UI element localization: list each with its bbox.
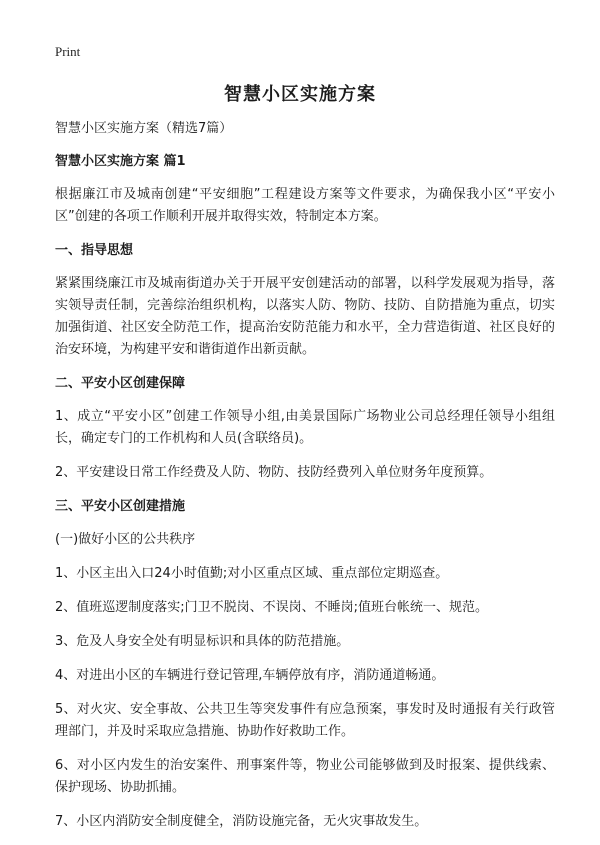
list-item: 3、危及人身安全处有明显标识和具体的防范措施。	[55, 634, 350, 649]
list-item: 4、对进出小区的车辆进行登记管理,车辆停放有序，消防通道畅通。	[55, 668, 445, 683]
section-heading: 二、平安小区创建保障	[55, 376, 186, 391]
list-item: 2、值班巡逻制度落实;门卫不脱岗、不误岗、不睡岗;值班台帐统一、规范。	[55, 600, 489, 615]
section-paragraph: 紧紧围绕廉江市及城南街道办关于开展平安创建活动的部署，以科学发展观为指导，落实领导责任制，完善综治组织机构，以落实人防、物防、技防、自防措施为重点，切实加强街道、社区安全防范工作，提高治安防范能力和水平，全力营造街道、社区良好的治安环境，为构建平安和谐街道作出新贡献。	[55, 276, 555, 357]
document-subtitle: 智慧小区实施方案（精选7篇）	[55, 121, 233, 136]
sub-heading: (一)做好小区的公共秩序	[55, 532, 196, 547]
document-body	[55, 118, 555, 845]
list-item: 1、小区主出入口24小时值勤;对小区重点区域、重点部位定期巡查。	[55, 566, 449, 581]
section-paragraph: 1、成立“平安小区”创建工作领导小组,由美景国际广场物业公司总经理任领导小组组长，确定专门的工作机构和人员(含联络员)。	[55, 409, 555, 446]
list-item: 5、对火灾、安全事故、公共卫生等突发事件有应急预案，事发时及时通报有关行政管理部门，并及时采取应急措施、协助作好救助工作。	[55, 702, 555, 739]
list-item: 6、对小区内发生的治安案件、刑事案件等，物业公司能够做到及时报案、提供线索、保护现场、协助抓捕。	[55, 758, 555, 795]
part-heading: 智慧小区实施方案 篇1	[55, 154, 186, 169]
section-heading: 一、指导思想	[55, 243, 134, 258]
section-paragraph: 2、平安建设日常工作经费及人防、物防、技防经费列入单位财务年度预算。	[55, 465, 493, 480]
list-item: 7、小区内消防安全制度健全，消防设施完备，无火灾事故发生。	[55, 814, 428, 829]
section-heading: 三、平安小区创建措施	[55, 499, 186, 514]
print-label: Print	[55, 44, 81, 59]
document-title: 智慧小区实施方案	[224, 84, 376, 105]
intro-paragraph: 根据廉江市及城南创建“平安细胞”工程建设方案等文件要求，为确保我小区“平安小区”创建的各项工作顺利开展并取得实效，特制定本方案。	[55, 187, 555, 224]
